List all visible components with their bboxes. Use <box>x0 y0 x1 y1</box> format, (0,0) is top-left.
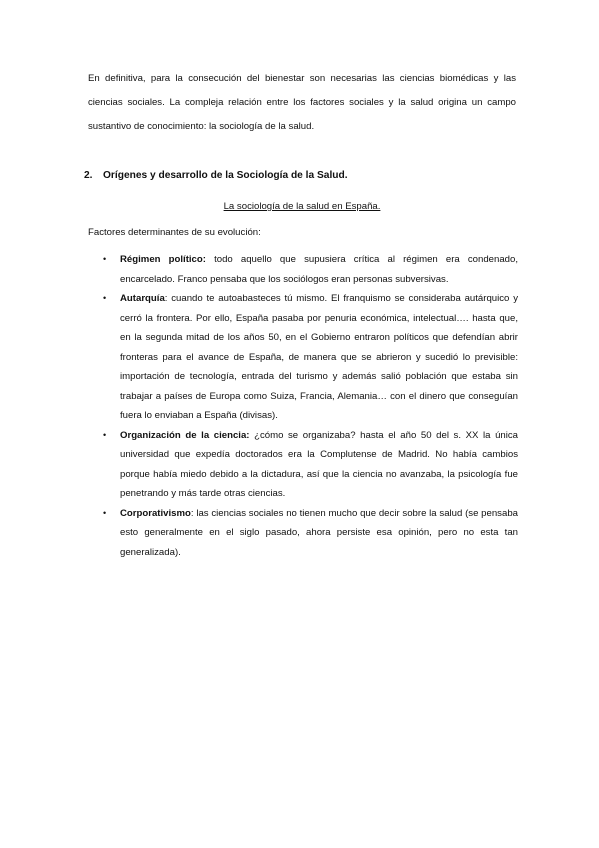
section-heading <box>84 168 348 184</box>
factor-term: Autarquía <box>120 293 165 304</box>
section-number: 2. <box>84 170 93 181</box>
section-title: Orígenes y desarrollo de la Sociología de la Salud. <box>103 170 348 181</box>
factor-item-autarquia <box>88 289 518 426</box>
bullet-icon: • <box>103 429 107 440</box>
factors-list <box>88 250 518 562</box>
factor-item-corporativismo <box>88 504 518 563</box>
factors-intro-label: Factores determinantes de su evolución: <box>88 227 261 238</box>
factor-description: ¿cómo se organizaba? hasta el año 50 del s. XX la única universidad que expedía doctorados era la Complutense de Madrid. No había cambios porque había miedo debido a la dictadura, así que la ciencia no avanzaba, la psicología fue penetrando y más tarde otras ciencias. <box>120 429 518 499</box>
subsection-title <box>88 199 516 215</box>
bullet-icon: • <box>103 254 107 264</box>
factor-description: : las ciencias sociales no tienen mucho que decir sobre la salud (se pensaba esto generalmente en el siglo pasado, ahora persiste esa opinión, pero no esta tan generalizada). <box>120 507 518 558</box>
factor-term: Corporativismo <box>120 507 191 519</box>
factor-description: todo aquello que supusiera crítica al régimen era condenado, encarcelado. Franco pensaba que los sociólogos eran personas subversivas. <box>120 254 519 285</box>
factor-item-regimen-politico <box>88 250 518 289</box>
bullet-icon: • <box>103 507 107 518</box>
factor-item-organizacion-ciencia <box>88 426 518 504</box>
factor-term: Organización de la ciencia: <box>120 429 250 441</box>
intro-paragraph: En definitiva, para la consecución del bienestar son necesarias las ciencias biomédicas y las ciencias sociales. La compleja relación entre los factores sociales y la salud origina un campo sustantivo de conocimiento: la sociología de la salud. <box>88 73 516 132</box>
factor-term: Régimen político: <box>120 254 206 265</box>
bullet-icon: • <box>103 293 107 303</box>
factor-description: : cuando te autoabasteces tú mismo. El franquismo se consideraba autárquico y cerró la frontera. Por ello, España pasaba por penuria económica, intelectual…. hasta que, en la segunda mitad de los años 50, en el Gobierno entraron políticos que defendían abrir fronteras para el avance de España, de manera que se abrieron y sucedió lo previsible: importación de tecnología, entrada del turismo y además salió población que estaba sin trabajar a países de Europa como Suiza, Francia, Alemania… con el dinero que conseguían fuera lo enviaban a España (divisas). <box>120 293 518 421</box>
subsection-title-text: La sociología de la salud en España. <box>223 201 381 212</box>
